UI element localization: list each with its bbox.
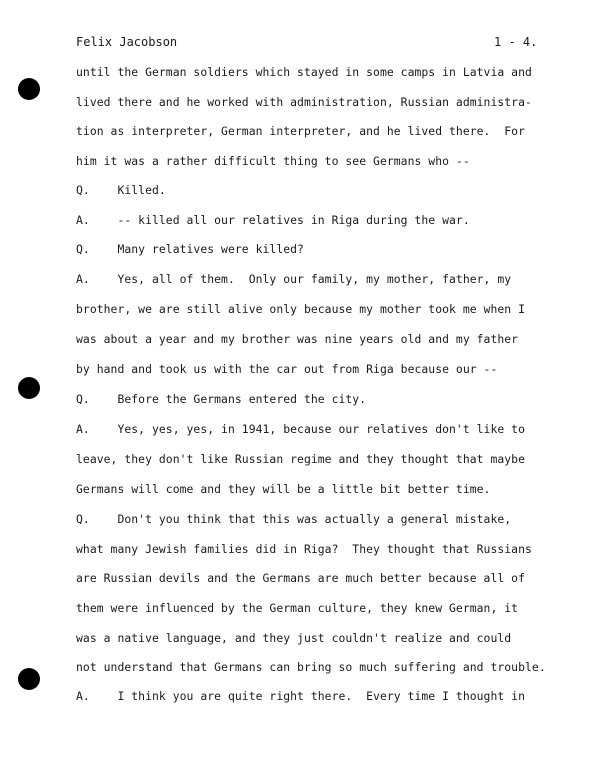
text-line: Germans will come and they will be a little bit better time.: [76, 482, 491, 496]
text-line: him it was a rather difficult thing to see Germans who --: [76, 154, 470, 168]
header-page-number: 1 - 4.: [494, 35, 538, 49]
text-line: what many Jewish families did in Riga? They thought that Russians: [76, 542, 532, 556]
text-line: Q. Don't you think that this was actually a general mistake,: [76, 512, 512, 526]
text-line: tion as interpreter, German interpreter, and he lived there. For: [76, 124, 526, 138]
text-line: brother, we are still alive only because my mother took me when I: [76, 302, 526, 316]
punch-hole-top: [18, 78, 40, 100]
text-line: Q. Before the Germans entered the city.: [76, 392, 367, 406]
text-line: Q. Many relatives were killed?: [76, 242, 304, 256]
text-line: lived there and he worked with administration, Russian administra-: [76, 95, 532, 109]
text-line: until the German soldiers which stayed in some camps in Latvia and: [76, 65, 532, 79]
text-line: was a native language, and they just couldn't realize and could: [76, 631, 512, 645]
text-line: Q. Killed.: [76, 183, 166, 197]
punch-hole-bottom: [18, 668, 40, 690]
text-line: was about a year and my brother was nine years old and my father: [76, 332, 519, 346]
text-line: A. Yes, yes, yes, in 1941, because our relatives don't like to: [76, 422, 526, 436]
text-line: A. Yes, all of them. Only our family, my mother, father, my: [76, 272, 512, 286]
text-line: A. -- killed all our relatives in Riga during the war.: [76, 213, 470, 227]
text-line: not understand that Germans can bring so much suffering and trouble.: [76, 660, 546, 674]
text-line: leave, they don't like Russian regime and they thought that maybe: [76, 452, 526, 466]
punch-hole-middle: [18, 377, 40, 399]
text-line: them were influenced by the German culture, they knew German, it: [76, 601, 519, 615]
text-line: are Russian devils and the Germans are much better because all of: [76, 571, 526, 585]
text-line: A. I think you are quite right there. Every time I thought in: [76, 689, 526, 703]
header-author: Felix Jacobson: [76, 35, 178, 49]
text-line: by hand and took us with the car out from Riga because our --: [76, 362, 498, 376]
